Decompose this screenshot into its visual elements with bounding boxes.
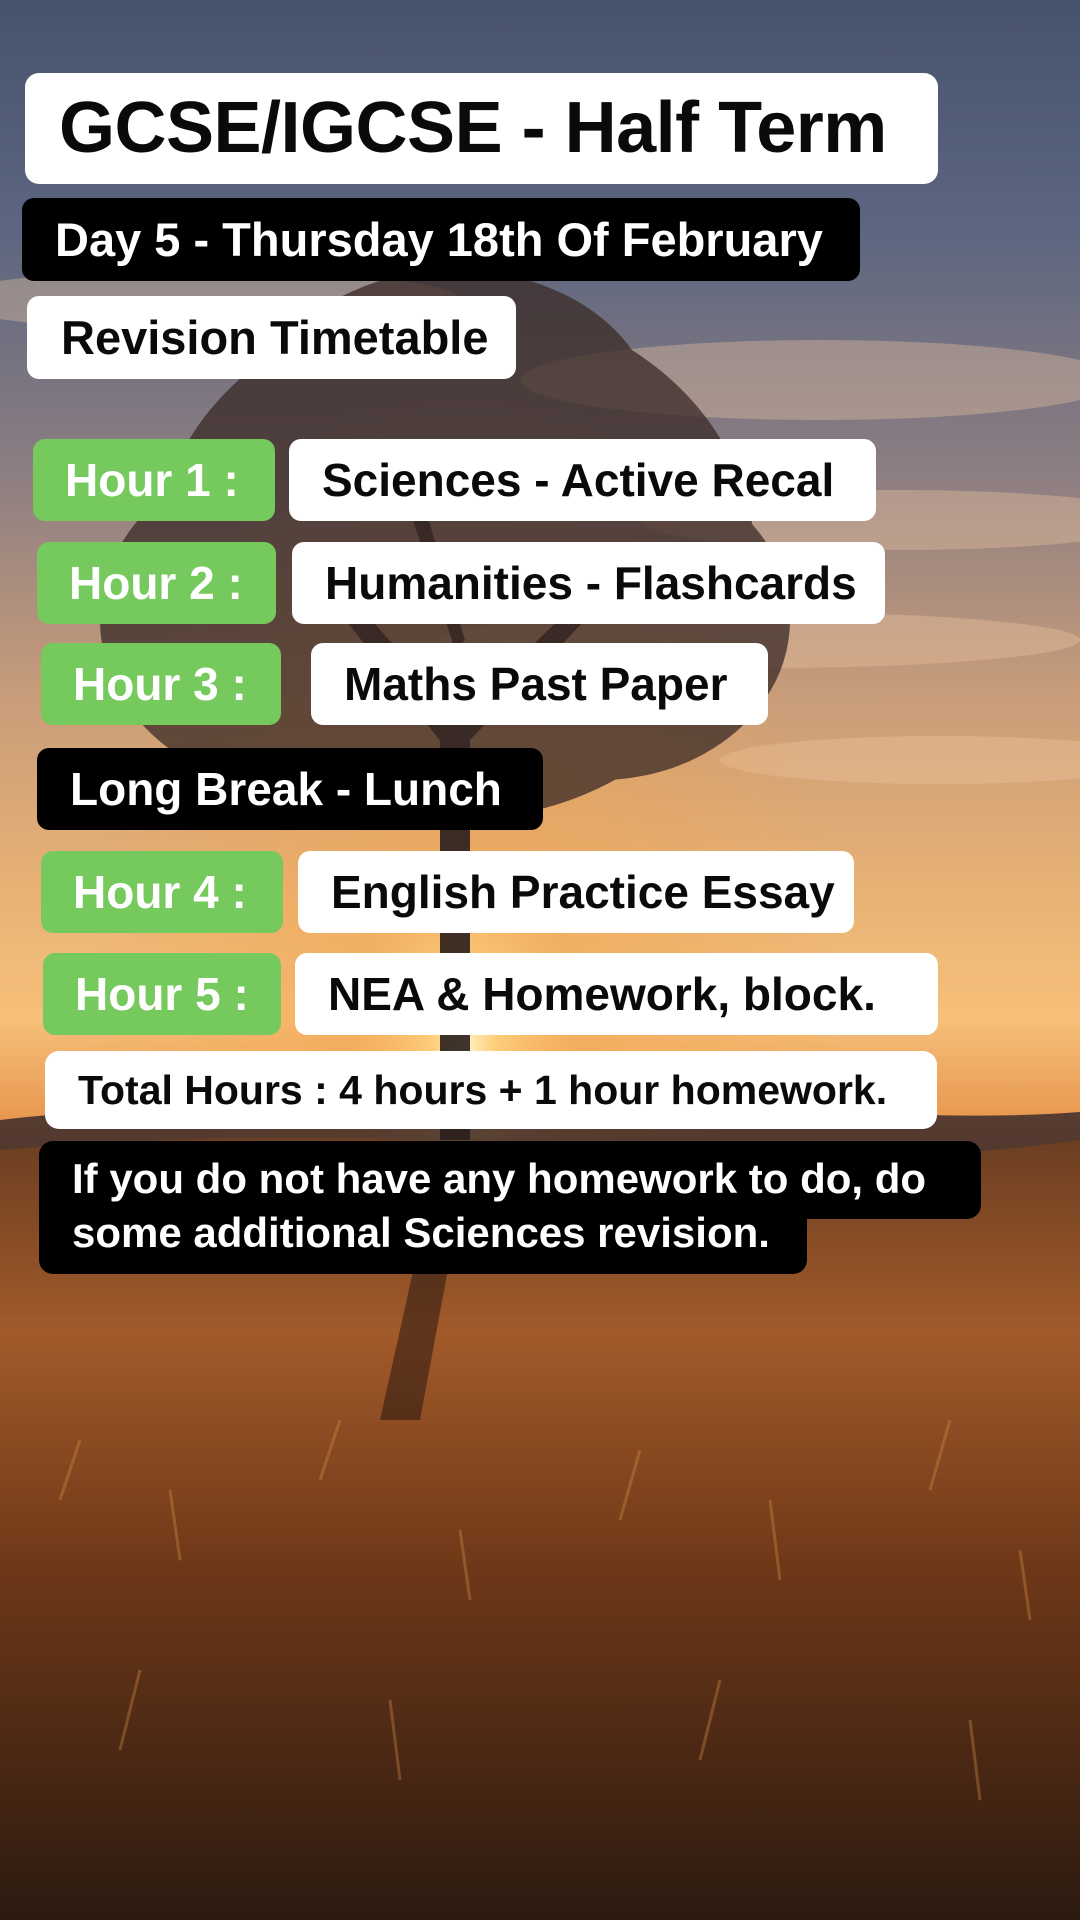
hour-4-label: Hour 4 : <box>41 851 283 933</box>
title-banner: GCSE/IGCSE - Half Term <box>25 73 938 184</box>
note-text <box>72 1152 926 1260</box>
note-line-1: If you do not have any homework to do, do <box>72 1155 927 1202</box>
hour-2-label: Hour 2 : <box>37 542 276 624</box>
long-break-banner: Long Break - Lunch <box>37 748 543 830</box>
hour-5-task: NEA & Homework, block. <box>295 953 938 1035</box>
hour-1-task: Sciences - Active Recal <box>289 439 876 521</box>
day-banner: Day 5 - Thursday 18th Of February <box>22 198 860 281</box>
hour-1-label: Hour 1 : <box>33 439 275 521</box>
hour-2-task: Humanities - Flashcards <box>292 542 885 624</box>
hour-5-label: Hour 5 : <box>43 953 281 1035</box>
note-line-2: some additional Sciences revision. <box>72 1209 770 1256</box>
total-hours-banner: Total Hours : 4 hours + 1 hour homework. <box>45 1051 937 1129</box>
subtitle-banner: Revision Timetable <box>27 296 516 379</box>
hour-3-label: Hour 3 : <box>41 643 281 725</box>
hour-3-task: Maths Past Paper <box>311 643 768 725</box>
hour-4-task: English Practice Essay <box>298 851 854 933</box>
